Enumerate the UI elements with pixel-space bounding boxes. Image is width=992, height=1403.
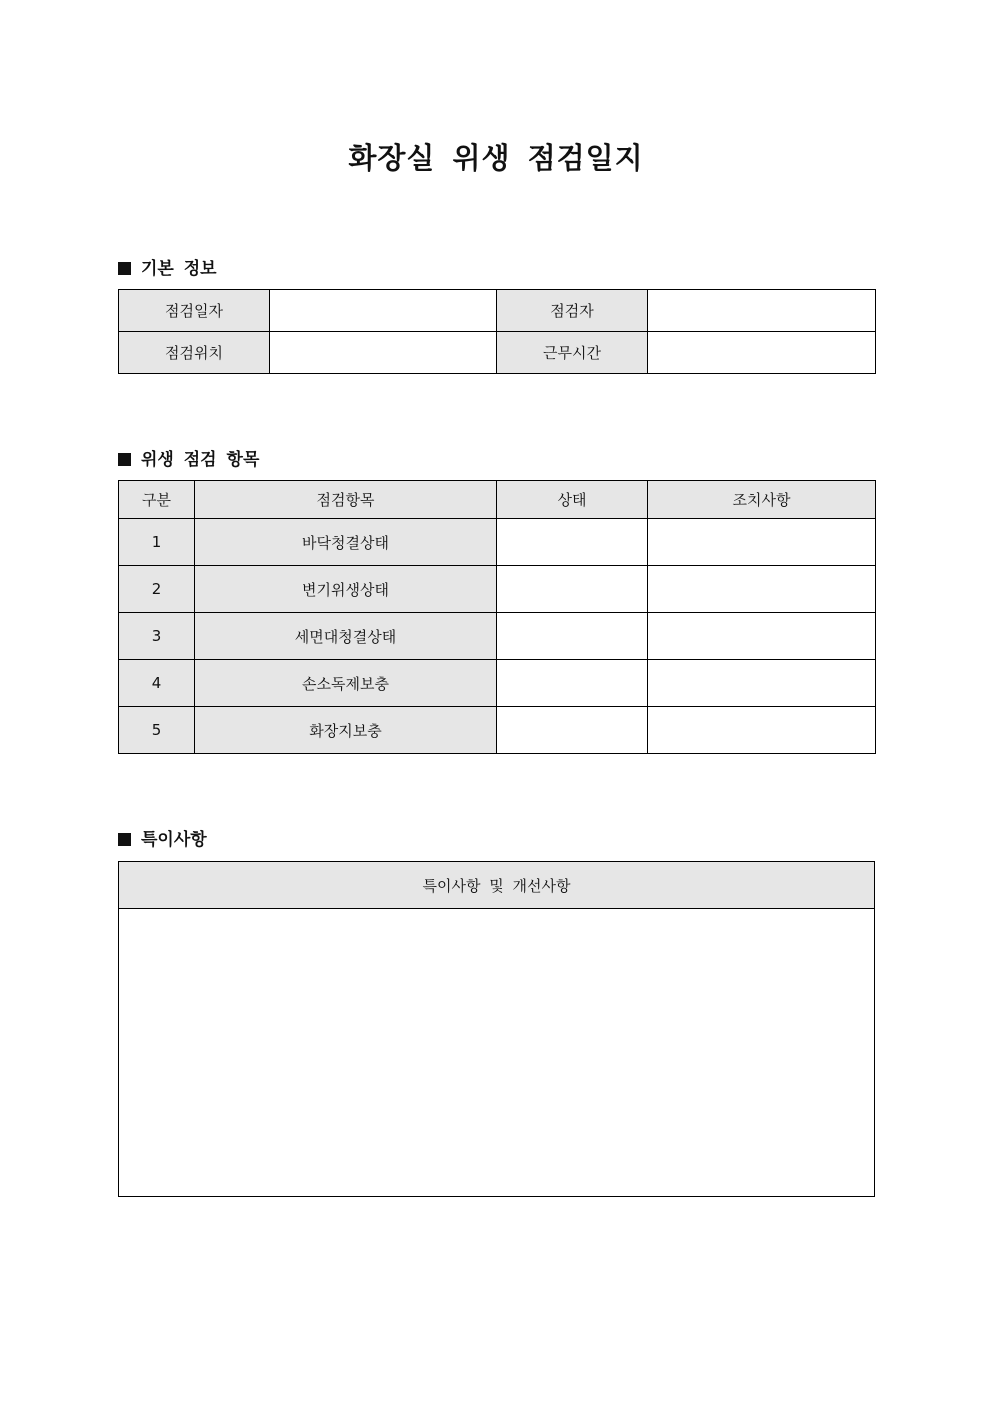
date-label: 점검일자 bbox=[119, 290, 270, 332]
table-row bbox=[119, 660, 876, 707]
square-bullet-icon bbox=[118, 453, 131, 466]
page-title: 화장실 위생 점검일지 bbox=[348, 141, 644, 175]
table-row bbox=[119, 707, 876, 754]
status-field[interactable] bbox=[497, 566, 648, 613]
notes-heading: 특이사항 bbox=[118, 825, 207, 850]
status-field[interactable] bbox=[497, 613, 648, 660]
location-label: 점검위치 bbox=[119, 332, 270, 374]
row-no: 2 bbox=[119, 566, 195, 613]
row-item: 세면대청결상태 bbox=[195, 613, 497, 660]
row-item: 손소독제보충 bbox=[195, 660, 497, 707]
row-no: 1 bbox=[119, 519, 195, 566]
row-no: 4 bbox=[119, 660, 195, 707]
inspector-label: 점검자 bbox=[497, 290, 648, 332]
action-field[interactable] bbox=[648, 707, 876, 754]
basic-info-table bbox=[118, 289, 876, 374]
table-row bbox=[119, 519, 876, 566]
hours-field[interactable] bbox=[648, 332, 876, 374]
header-action: 조치사항 bbox=[648, 481, 876, 519]
basic-info-heading: 기본 정보 bbox=[118, 254, 217, 279]
notes-table bbox=[118, 861, 875, 1197]
table-row bbox=[119, 613, 876, 660]
header-item: 점검항목 bbox=[195, 481, 497, 519]
table-row bbox=[119, 566, 876, 613]
row-no: 5 bbox=[119, 707, 195, 754]
square-bullet-icon bbox=[118, 833, 131, 846]
items-header-row bbox=[119, 481, 876, 519]
status-field[interactable] bbox=[497, 519, 648, 566]
action-field[interactable] bbox=[648, 660, 876, 707]
header-status: 상태 bbox=[497, 481, 648, 519]
header-no: 구분 bbox=[119, 481, 195, 519]
action-field[interactable] bbox=[648, 519, 876, 566]
date-field[interactable] bbox=[270, 290, 497, 332]
row-no: 3 bbox=[119, 613, 195, 660]
action-field[interactable] bbox=[648, 613, 876, 660]
row-item: 화장지보충 bbox=[195, 707, 497, 754]
items-table bbox=[118, 480, 876, 754]
inspector-field[interactable] bbox=[648, 290, 876, 332]
location-field[interactable] bbox=[270, 332, 497, 374]
row-item: 바닥청결상태 bbox=[195, 519, 497, 566]
action-field[interactable] bbox=[648, 566, 876, 613]
square-bullet-icon bbox=[118, 262, 131, 275]
hours-label: 근무시간 bbox=[497, 332, 648, 374]
status-field[interactable] bbox=[497, 707, 648, 754]
row-item: 변기위생상태 bbox=[195, 566, 497, 613]
items-heading: 위생 점검 항목 bbox=[118, 445, 259, 470]
status-field[interactable] bbox=[497, 660, 648, 707]
notes-header: 특이사항 및 개선사항 bbox=[119, 862, 875, 909]
notes-field[interactable] bbox=[119, 909, 875, 1197]
